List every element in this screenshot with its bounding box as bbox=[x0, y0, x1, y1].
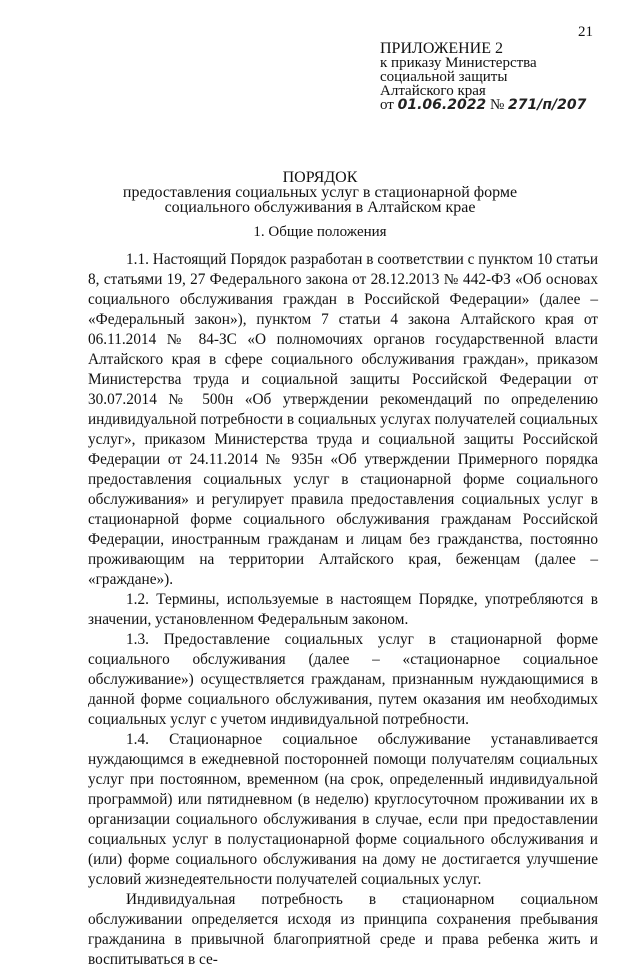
handwritten-number: 271/п/207 bbox=[508, 97, 587, 113]
paragraph-1-4: 1.4. Стационарное социальное обслуживание устанавливается нуждающимся в ежедневной посторонней помощи получателям социальных услуг при постоянном, временном (на срок, определенный индивидуальной программой) или пятидневном (в неделю) круглосуточном проживании их в организации социального обслуживания в случае, если при предоставлении социальных услуг в полустационарной форме социального обслуживания и (или) форме социального обслуживания на дому не достигается улучшение условий жизнедеятельности получателей социальных услуг. bbox=[88, 731, 598, 888]
handwritten-date: 01.06.2022 bbox=[397, 97, 487, 113]
page-number: 21 bbox=[578, 24, 593, 40]
appendix-date-line bbox=[380, 98, 630, 112]
order-title: ПОРЯДОК bbox=[282, 169, 358, 186]
appendix-line: социальной защиты bbox=[380, 69, 508, 85]
section-title: 1. Общие положения bbox=[253, 224, 387, 240]
appendix-line: Алтайского края bbox=[380, 83, 486, 99]
document-body bbox=[88, 250, 598, 970]
order-subtitle-line: социального обслуживания в Алтайском крае bbox=[164, 199, 476, 216]
paragraph-individual-need: Индивидуальная потребность в стационарном социальном обслуживании определяется исходя из принципа сохранения пребывания гражданина в привычной благоприятной среде и права ребенка жить и воспитываться в се- bbox=[88, 891, 598, 968]
paragraph-1-2: 1.2. Термины, используемые в настоящем Порядке, употребляются в значении, установленном Федеральным законом. bbox=[88, 591, 598, 628]
date-prefix: от bbox=[380, 97, 394, 113]
appendix-block bbox=[380, 42, 630, 112]
number-sign: № bbox=[489, 97, 505, 113]
paragraph-1-3: 1.3. Предоставление социальных услуг в стационарной форме социального обслуживания (далее – «стационарное социальное обслуживание») осуществляется гражданам, признанным нуждающимися в данной форме социального обслуживания, путем оказания им необходимых социальных услуг с учетом индивидуальной потребности. bbox=[88, 631, 598, 728]
appendix-title: ПРИЛОЖЕНИЕ 2 bbox=[380, 40, 504, 57]
order-heading bbox=[0, 170, 640, 215]
order-subtitle-line: предоставления социальных услуг в стационарной форме bbox=[122, 184, 518, 201]
paragraph-1-1: 1.1. Настоящий Порядок разработан в соответствии с пунктом 10 статьи 8, статьями 19, 27 Федерального закона от 28.12.2013 № 442-ФЗ «Об основах социального обслуживания граждан в Российской Федерации» (далее – «Федеральный закон»), пунктом 7 статьи 4 закона Алтайского края от 06.11.2014 № 84-ЗС «О полномочиях органов государственной власти Алтайского края в сфере социального обслуживания граждан», приказом Министерства труда и социальной защиты Российской Федерации от 30.07.2014 № 500н «Об утверждении рекомендаций по определению индивидуальной потребности в социальных услугах получателей социальных услуг», приказом Министерства труда и социальной защиты Российской Федерации от 24.11.2014 № 935н «Об утверждении Примерного порядка предоставления социальных услуг в стационарной форме социального обслуживания» и регулирует правила предоставления социальных услуг в стационарной форме социального обслуживания гражданам Российской Федерации, иностранным гражданам и лицам без гражданства, постоянно проживающим на территории Алтайского края, беженцам (далее – «граждане»). bbox=[88, 251, 598, 588]
appendix-line: к приказу Министерства bbox=[380, 55, 537, 71]
